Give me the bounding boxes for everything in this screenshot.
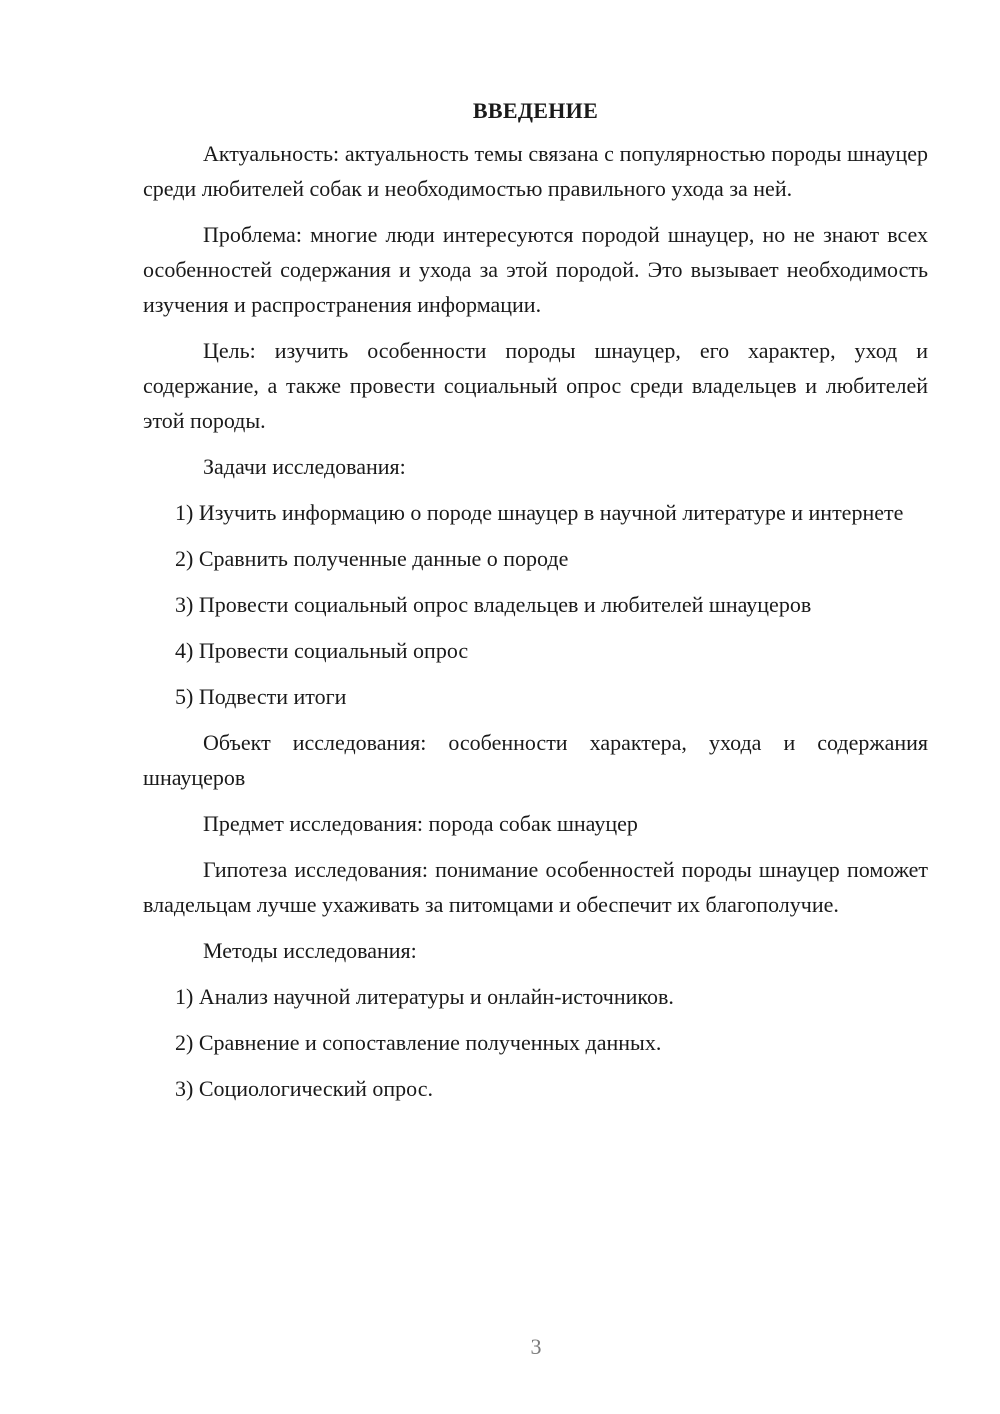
tasks-list <box>143 495 928 714</box>
method-item-3: 3) Социологический опрос. <box>175 1076 433 1101</box>
methods-list <box>143 979 928 1106</box>
task-item-5: 5) Подвести итоги <box>175 684 347 709</box>
goal-paragraph: Цель: изучить особенности породы шнауцер, его характер, уход и содержание, а также провести социальный опрос среди владельцев и любителей этой породы. <box>143 338 928 433</box>
method-item-2: 2) Сравнение и сопоставление полученных данных. <box>175 1030 662 1055</box>
page-title: ВВЕДЕНИЕ <box>472 98 599 123</box>
task-item-4: 4) Провести социальный опрос <box>175 638 469 663</box>
relevance-paragraph: Актуальность: актуальность темы связана с популярностью породы шнауцер среди любителей собак и необходимостью правильного ухода за ней. <box>143 141 928 201</box>
task-item-1: 1) Изучить информацию о породе шнауцер в научной литературе и интернете <box>175 500 904 525</box>
problem-paragraph: Проблема: многие люди интересуются породой шнауцер, но не знают всех особенностей содержания и ухода за этой породой. Это вызывает необходимость изучения и распространения информации. <box>143 222 928 317</box>
hypothesis-paragraph: Гипотеза исследования: понимание особенностей породы шнауцер поможет владельцам лучше ухаживать за питомцами и обеспечит их благополучие. <box>143 857 928 917</box>
subject-paragraph: Предмет исследования: порода собак шнауцер <box>203 811 638 836</box>
object-paragraph: Объект исследования: особенности характера, ухода и содержания шнауцеров <box>143 730 928 790</box>
task-item-2: 2) Сравнить полученные данные о породе <box>175 546 569 571</box>
document-page <box>143 96 928 1117</box>
page-number: 3 <box>530 1334 542 1359</box>
method-item-1: 1) Анализ научной литературы и онлайн-источников. <box>175 984 674 1009</box>
task-item-3: 3) Провести социальный опрос владельцев и любителей шнауцеров <box>175 592 812 617</box>
tasks-heading: Задачи исследования: <box>203 454 406 479</box>
methods-heading: Методы исследования: <box>203 938 417 963</box>
